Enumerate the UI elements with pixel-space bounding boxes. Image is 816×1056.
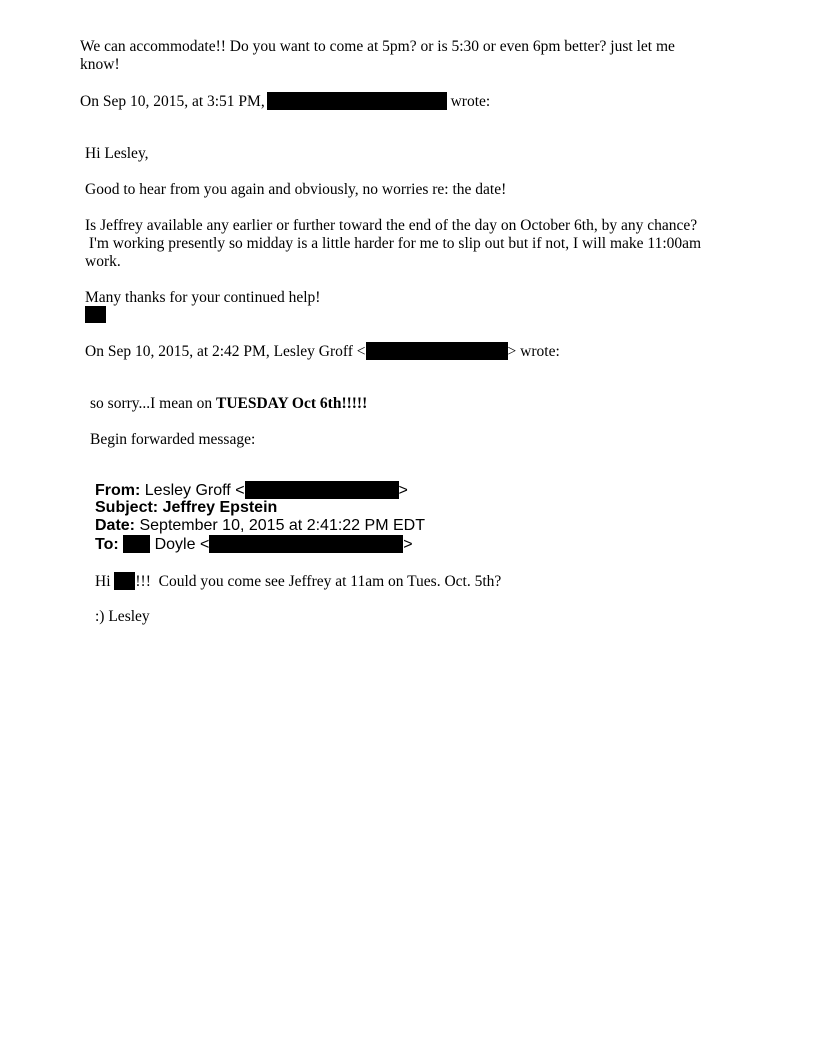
message2-emphasis: TUESDAY Oct 6th!!!!! — [215, 395, 368, 412]
reply-line-1: We can accommodate!! Do you want to come at 5pm? or is 5:30 or even 6pm better? just let me — [80, 38, 675, 55]
redaction-signature-box — [85, 306, 106, 323]
message1-closing: Many thanks for your continued help! — [85, 289, 321, 306]
redaction-email-3 — [209, 535, 403, 553]
message1-para-2-line-3: work. — [85, 253, 121, 270]
forwarded-from — [95, 481, 408, 500]
redaction-to-name — [123, 535, 150, 553]
from-label: From: — [95, 482, 141, 499]
forwarded-body — [95, 572, 501, 591]
to-label: To: — [95, 536, 119, 553]
redaction-recipient-name — [114, 572, 135, 590]
message1-para-2-line-1: Is Jeffrey available any earlier or further toward the end of the day on October 6th, by any chance? — [85, 217, 698, 234]
forwarded-to — [95, 535, 413, 554]
message1-para-2-line-2: I'm working presently so midday is a little harder for me to slip out but if not, I will make 11:00am — [85, 235, 702, 252]
forwarded-subject — [95, 499, 277, 517]
date-label: Date: — [95, 517, 136, 534]
date-value: September 10, 2015 at 2:41:22 PM EDT — [139, 517, 425, 534]
forwarded-date — [95, 517, 425, 535]
message2-text — [90, 395, 367, 413]
redaction-email-1 — [366, 342, 508, 360]
from-close: > — [398, 482, 408, 499]
to-value: Doyle < — [154, 536, 210, 553]
quote-header-1-prefix: On Sep 10, 2015, at 3:51 PM, — [80, 93, 265, 110]
to-close: > — [403, 536, 413, 553]
message2-text-before: so sorry...I mean on — [90, 395, 216, 412]
quote-header-1-suffix: wrote: — [450, 93, 491, 110]
quote-header-1 — [80, 92, 490, 111]
forwarded-body-prefix: Hi — [95, 573, 111, 590]
forward-label: Begin forwarded message: — [90, 431, 256, 448]
subject-label: Subject: — [95, 499, 159, 516]
message1-greeting: Hi Lesley, — [85, 145, 149, 162]
reply-line-2: know! — [80, 56, 120, 73]
forwarded-signoff: :) Lesley — [95, 608, 150, 625]
redaction-sender-1 — [267, 92, 447, 110]
forwarded-body-suffix: !!! Could you come see Jeffrey at 11am on Tues. Oct. 5th? — [135, 573, 502, 590]
quote-header-2 — [85, 342, 560, 361]
from-value: Lesley Groff < — [144, 482, 245, 499]
message1-para-1: Good to hear from you again and obviously, no worries re: the date! — [85, 181, 507, 198]
redaction-signature — [85, 306, 106, 328]
subject-value: Jeffrey Epstein — [162, 499, 278, 516]
quote-header-2-prefix: On Sep 10, 2015, at 2:42 PM, Lesley Groff < — [85, 343, 366, 360]
quote-header-2-suffix: > wrote: — [507, 343, 560, 360]
redaction-email-2 — [245, 481, 399, 499]
